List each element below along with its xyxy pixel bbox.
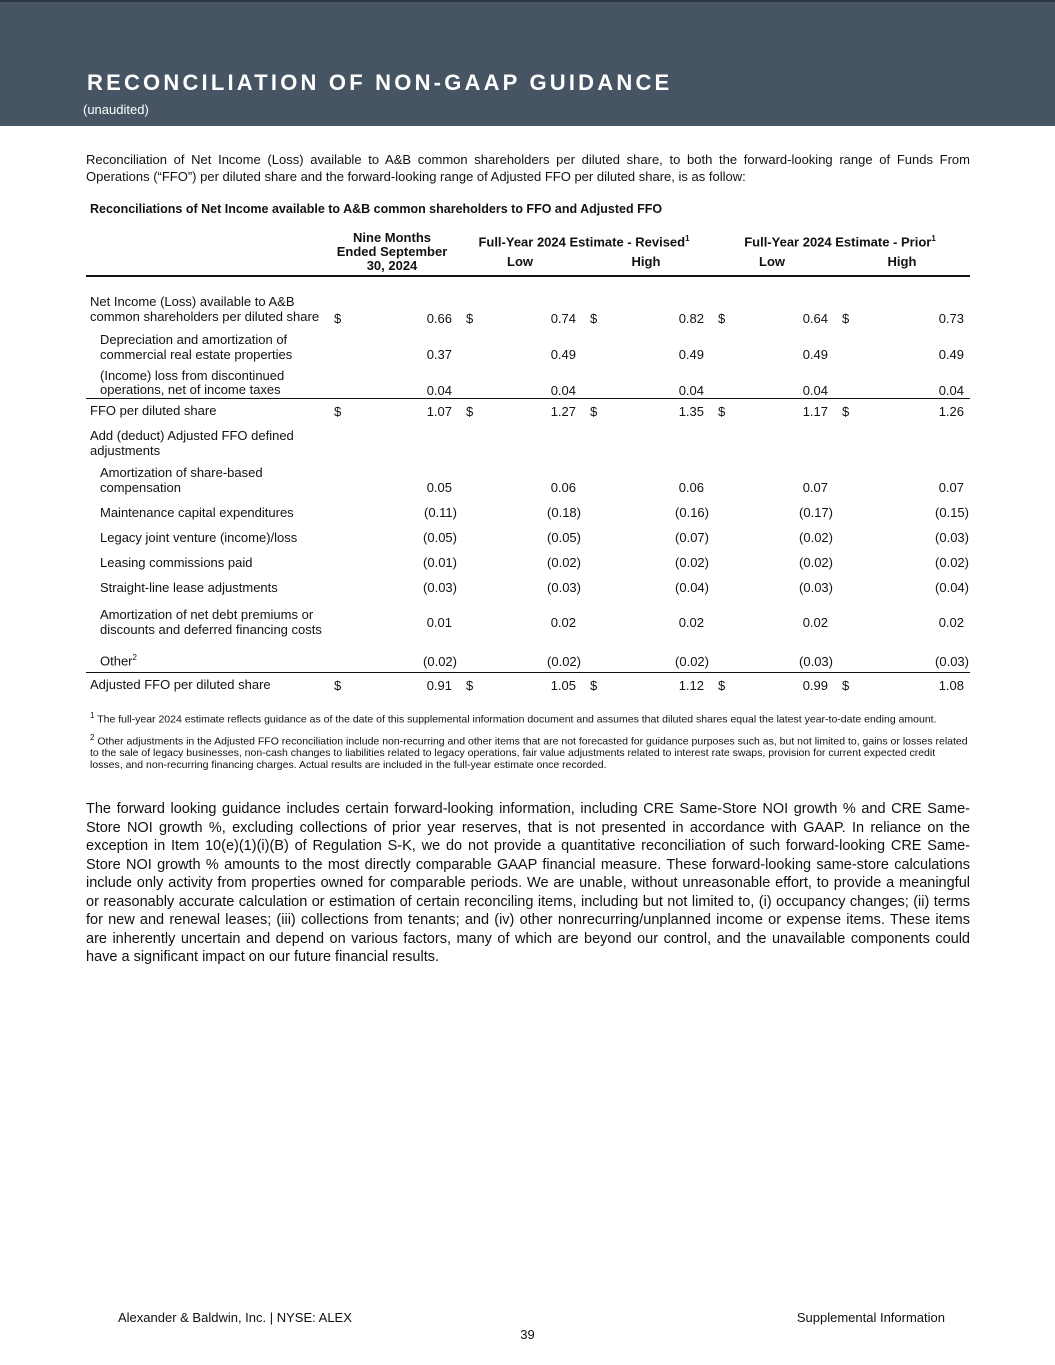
row-net-income [86, 276, 970, 326]
footer-company: Alexander & Baldwin, Inc. | NYSE: ALEX [118, 1310, 352, 1325]
page-title: RECONCILIATION OF NON-GAAP GUIDANCE [87, 70, 673, 95]
header-nine-months: Nine Months Ended September 30, 2024 [326, 228, 458, 276]
cell-nine-months: (0.02) [423, 653, 457, 669]
cell-revised-high: 1.35 [602, 398, 710, 423]
cell-prior-high: (0.03) [935, 653, 969, 669]
header-blank [86, 228, 326, 276]
cell-prior-low: (0.03) [799, 653, 833, 669]
cell-prior-high: (0.03) [935, 530, 969, 546]
row-share-based [86, 458, 970, 495]
cell-prior-low: 1.17 [730, 398, 834, 423]
cell-revised-high: 0.82 [678, 311, 704, 327]
header-prior: Full-Year 2024 Estimate - Prior$^1$ [744, 234, 936, 250]
dollar-sign: $ [326, 398, 346, 423]
dollar-sign: $ [590, 311, 598, 327]
header-prior-low: Low [710, 250, 834, 276]
cell-prior-high: 0.49 [938, 347, 964, 363]
cell-nine-months: 0.05 [426, 480, 452, 496]
footnote-1: $^1$ The full-year 2024 estimate reflects guidance as of the date of this supplemental information document and assumes that diluted shares equal the latest year-to-date ending amount. [90, 711, 937, 726]
cell-prior-low: (0.02) [799, 555, 833, 571]
reconciliation-table [86, 228, 970, 698]
cell-prior-low: (0.02) [799, 530, 833, 546]
cell-prior-high: 0.07 [938, 480, 964, 496]
cell-prior-high: 0.73 [938, 311, 964, 327]
dollar-sign: $ [326, 672, 346, 698]
row-depreciation [86, 326, 970, 362]
dollar-sign: $ [458, 398, 478, 423]
table-title: Reconciliations of Net Income available to A&B common shareholders to FFO and Adjusted FFO [90, 202, 663, 216]
cell-prior-high: (0.15) [935, 505, 969, 521]
dollar-sign: $ [718, 311, 726, 327]
row-adjusted-ffo [86, 672, 970, 698]
cell-revised-high: 0.06 [678, 480, 704, 496]
dollar-sign: $ [334, 311, 342, 327]
cell-nine-months: 0.66 [426, 311, 452, 327]
row-label: Straight-line lease adjustments [100, 579, 278, 595]
cell-prior-high: (0.02) [935, 555, 969, 571]
row-leasing [86, 545, 970, 570]
row-label: Other$^2$ [100, 653, 137, 669]
row-label: FFO per diluted share [86, 398, 326, 423]
cell-nine-months: (0.03) [423, 580, 457, 596]
cell-nine-months: 0.04 [426, 382, 452, 398]
row-label: Amortization of net debt premiums or discounts and deferred financing costs [100, 607, 322, 637]
cell-revised-high: 0.49 [678, 347, 704, 363]
footnote-2: $^2$ Other adjustments in the Adjusted FFO reconciliation include non-recurring and other items that are not forecasted for guidance purposes such as, but not limited to, gains or losses related to the sale of legacy businesses, non-cash changes to liabilities related to legacy operations, fair value adjustments related to interest rate swaps, provision for current expected credit losses, and non-recurring financing charges. Actual results are included in the full-year estimate once recorded. [90, 732, 968, 771]
cell-revised-low: 0.04 [550, 382, 576, 398]
cell-nine-months: (0.11) [424, 505, 457, 521]
row-label: Legacy joint venture (income)/loss [100, 529, 298, 545]
row-straight-line [86, 570, 970, 595]
dollar-sign: $ [710, 398, 730, 423]
cell-revised-high: (0.02) [675, 653, 709, 669]
cell-prior-low: 0.64 [802, 311, 828, 327]
cell-nine-months: 1.07 [346, 398, 458, 423]
cell-prior-low: 0.04 [802, 382, 828, 398]
footnotes [90, 710, 970, 777]
header-prior-high: High [834, 250, 970, 276]
guidance-paragraph: The forward looking guidance includes certain forward-looking information, including CRE Same-Store NOI growth % and CRE Same-Store NOI growth %, excluding collections of prior year reserves, that is not presented in accordance with GAAP. In reliance on the exception in Item 10(e)(1)(i)(B) of Regulation S-K, we do not provide a quantitative reconciliation of such forward-looking CRE Same-Store NOI growth % amounts to the most directly comparable GAAP financial measure. These forward-looking same-store calculations include only activity from properties owned for comparable periods. We are unable, without unreasonable effort, to provide a meaningful or reasonably accurate calculation or estimation of certain reconciling items, including but not limited to, (i) occupancy changes; (ii) terms for new and renewal leases; (iii) collections from tenants; and (iv) other nonrecurring/unplanned income or expense items. These items are inherently uncertain and depend on various factors, many of which are beyond our control, and the unavailable components could have a significant impact on our future financial results. [86, 801, 970, 965]
cell-nine-months: (0.01) [423, 555, 457, 571]
header-revised-high: High [582, 250, 710, 276]
dollar-sign: $ [834, 672, 854, 698]
page-number: 39 [520, 1327, 535, 1342]
cell-revised-low: (0.05) [547, 530, 581, 546]
cell-prior-high: 1.08 [854, 672, 970, 698]
row-debt-premiums [86, 595, 970, 650]
cell-revised-low: (0.03) [547, 580, 581, 596]
dollar-sign: $ [582, 398, 602, 423]
cell-revised-low: 1.05 [478, 672, 582, 698]
row-add-deduct [86, 423, 970, 458]
row-label: Leasing commissions paid [100, 554, 253, 570]
row-legacy-jv [86, 520, 970, 545]
cell-revised-low: 0.06 [550, 480, 576, 496]
row-label: Adjusted FFO per diluted share [86, 672, 326, 698]
header-revised: Full-Year 2024 Estimate - Revised$^1$ [478, 234, 690, 250]
cell-revised-high: (0.02) [675, 555, 709, 571]
cell-revised-high: (0.07) [675, 530, 709, 546]
cell-revised-low: 0.49 [550, 347, 576, 363]
header-revised-low: Low [458, 250, 582, 276]
cell-revised-low: 0.02 [550, 615, 576, 631]
row-other [86, 650, 970, 672]
page-header [0, 0, 1055, 126]
row-maintenance [86, 495, 970, 520]
cell-revised-high: 0.04 [678, 382, 704, 398]
cell-nine-months: 0.91 [346, 672, 458, 698]
cell-prior-low: (0.03) [799, 580, 833, 596]
cell-prior-low: 0.02 [802, 615, 828, 631]
row-label: Amortization of share-based compensation [100, 465, 263, 495]
cell-revised-low: (0.02) [547, 555, 581, 571]
cell-prior-high: (0.04) [935, 580, 969, 596]
dollar-sign: $ [842, 311, 850, 327]
cell-revised-low: 1.27 [478, 398, 582, 423]
cell-prior-low: 0.07 [802, 480, 828, 496]
cell-revised-high: (0.16) [675, 505, 709, 521]
dollar-sign: $ [466, 311, 474, 327]
cell-prior-low: 0.99 [730, 672, 834, 698]
cell-prior-low: (0.17) [799, 505, 833, 521]
footer-document-type: Supplemental Information [796, 1310, 945, 1325]
cell-prior-high: 0.02 [938, 615, 964, 631]
row-label: Add (deduct) Adjusted FFO defined adjustments [90, 428, 294, 458]
row-label: Maintenance capital expenditures [100, 504, 294, 520]
row-label: Depreciation and amortization of commercial real estate properties [100, 332, 293, 362]
intro-paragraph: Reconciliation of Net Income (Loss) available to A&B common shareholders per diluted share, to both the forward-looking range of Funds From Operations (“FFO”) per diluted share and the forward-looking range of Adjusted FFO per diluted share, is as follow: [86, 152, 970, 184]
cell-nine-months: (0.05) [423, 530, 457, 546]
dollar-sign: $ [834, 398, 854, 423]
header-row-1 [86, 228, 970, 250]
dollar-sign: $ [710, 672, 730, 698]
row-label: Net Income (Loss) available to A&B common shareholders per diluted share [90, 294, 320, 324]
cell-nine-months: 0.37 [426, 347, 452, 363]
row-ffo [86, 398, 970, 423]
cell-prior-low: 0.49 [802, 347, 828, 363]
cell-revised-high: (0.04) [675, 580, 709, 596]
dollar-sign: $ [582, 672, 602, 698]
cell-prior-high: 0.04 [938, 382, 964, 398]
cell-revised-low: (0.18) [547, 505, 581, 521]
cell-revised-high: 0.02 [678, 615, 704, 631]
cell-revised-low: 0.74 [550, 311, 576, 327]
cell-revised-low: (0.02) [547, 653, 581, 669]
row-label: (Income) loss from discontinued operations, net of income taxes [100, 367, 285, 398]
row-discontinued [86, 362, 970, 398]
cell-revised-high: 1.12 [602, 672, 710, 698]
cell-prior-high: 1.26 [854, 398, 970, 423]
cell-nine-months: 0.01 [426, 615, 452, 631]
dollar-sign: $ [458, 672, 478, 698]
page-subtitle: (unaudited) [83, 102, 149, 117]
